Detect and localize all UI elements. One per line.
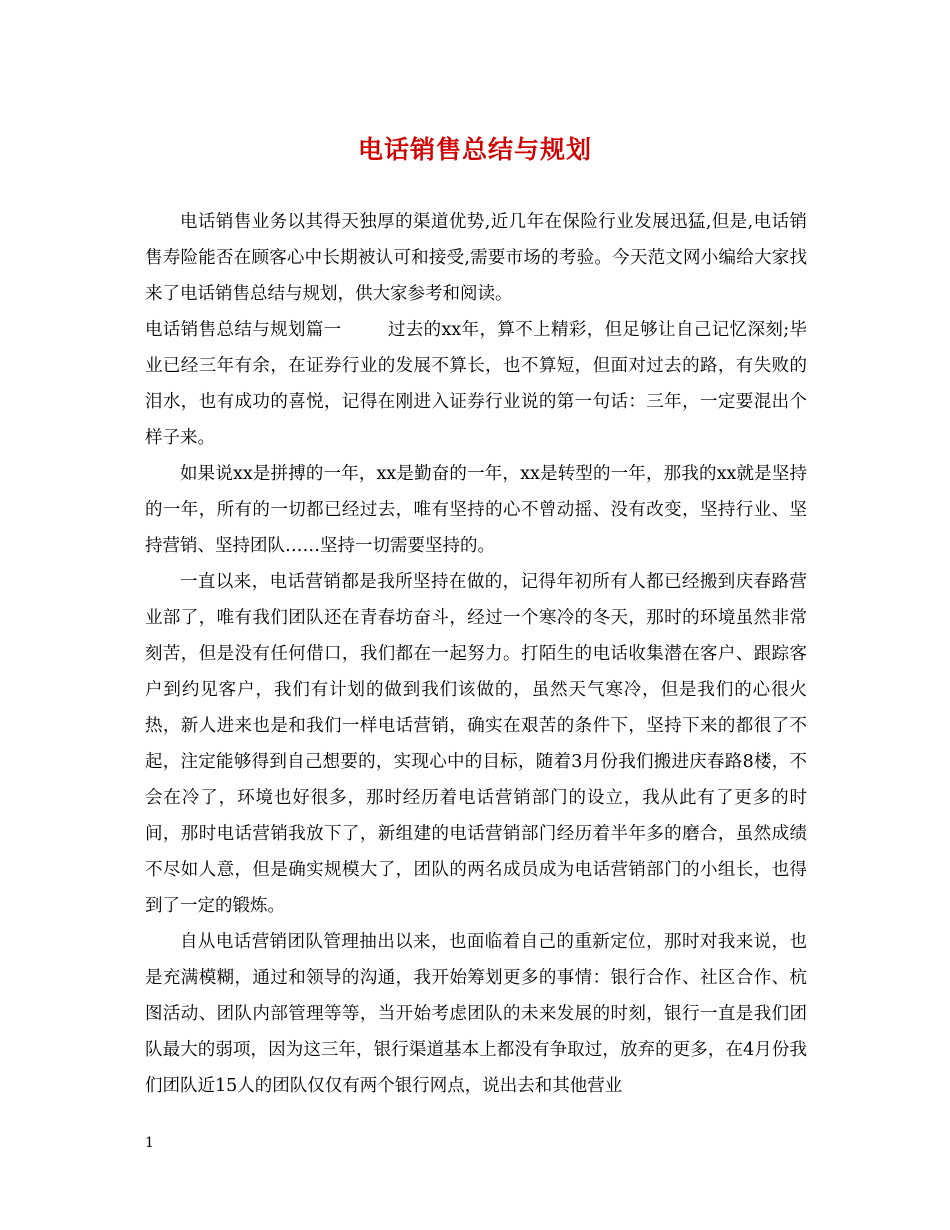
intro-paragraph: 电话销售业务以其得天独厚的渠道优势,近几年在保险行业发展迅猛,但是,电话销售寿险能否在顾客心中长期被认可和接受,需要市场的考验。今天范文网小编给大家找来了电话销售总结与规划，供大家参考和阅读。 [145,212,807,304]
section-paragraph [145,312,807,456]
page-number: 1 [145,1135,154,1151]
document-title: 电话销售总结与规划 [357,135,592,164]
document-body [145,204,807,1104]
body-paragraph: 如果说xx是拼搏的一年，xx是勤奋的一年，xx是转型的一年，那我的xx就是坚持的一年，所有的一切都已经过去，唯有坚持的心不曾动摇、没有改变，坚持行业、坚持营销、坚持团队……坚持一切需要坚持的。 [145,464,807,556]
section-heading: 电话销售总结与规划篇一 [145,320,342,340]
body-paragraph: 自从电话营销团队管理抽出以来，也面临着自己的重新定位，那时对我来说，也是充满模糊，通过和领导的沟通，我开始筹划更多的事情：银行合作、社区合作、杭图活动、团队内部管理等等，当开始考虑团队的未来发展的时刻，银行一直是我们团队最大的弱项，因为这三年，银行渠道基本上都没有争取过，放弃的更多，在4月份我们团队近15人的团队仅仅有两个银行网点，说出去和其他营业 [145,932,807,1096]
body-paragraph: 一直以来，电话营销都是我所坚持在做的，记得年初所有人都已经搬到庆春路营业部了，唯有我们团队还在青春坊奋斗，经过一个寒冷的冬天，那时的环境虽然非常刻苦，但是没有任何借口，我们都在一起努力。打陌生的电话收集潜在客户、跟踪客户到约见客户，我们有计划的做到我们该做的，虽然天气寒冷，但是我们的心很火热，新人进来也是和我们一样电话营销，确实在艰苦的条件下，坚持下来的都很了不起，注定能够得到自己想要的，实现心中的目标，随着3月份我们搬进庆春路8楼，不会在冷了，环境也好很多，那时经历着电话营销部门的设立，我从此有了更多的时间，那时电话营销我放下了，新组建的电话营销部门经历着半年多的磨合，虽然成绩不尽如人意，但是确实规模大了，团队的两名成员成为电话营销部门的小组长，也得到了一定的锻炼。 [145,572,807,916]
section-text: 过去的xx年，算不上精彩，但足够让自己记忆深刻;毕业已经三年有余，在证券行业的发展不算长，也不算短，但面对过去的路，有失败的泪水，也有成功的喜悦，记得在刚进入证券行业说的第一句话：三年，一定要混出个样子来。 [145,320,807,448]
